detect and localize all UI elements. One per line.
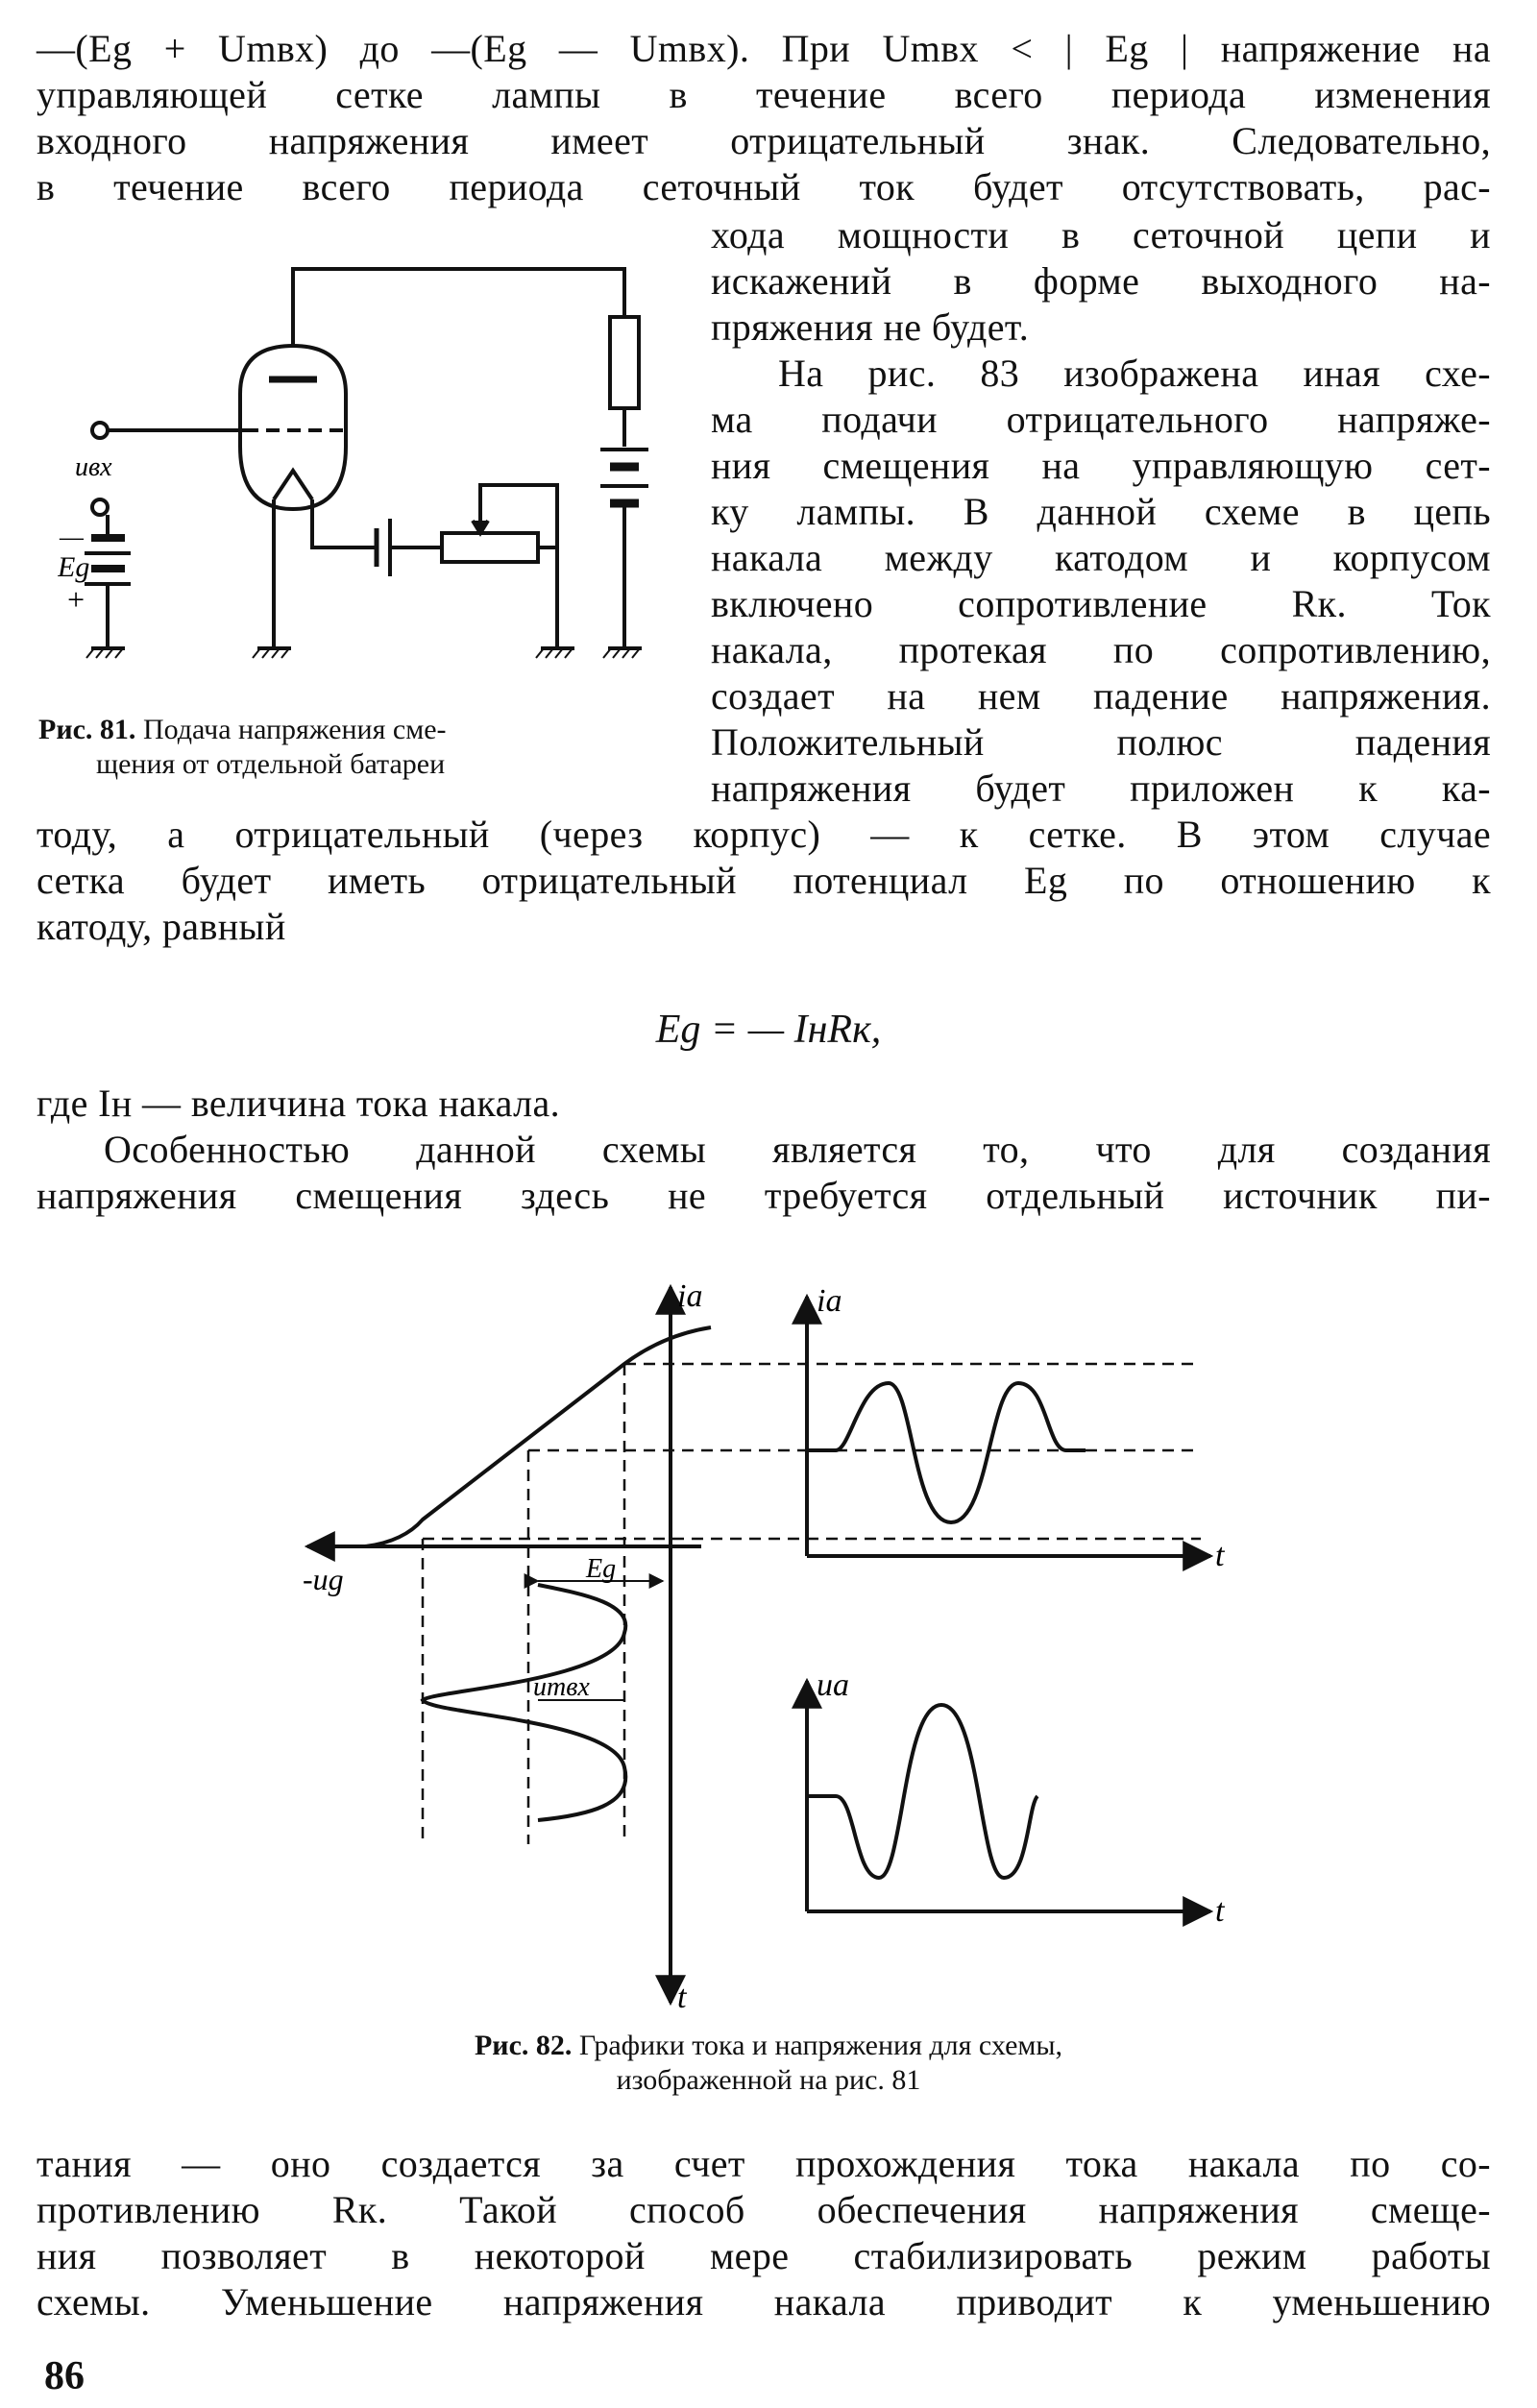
text-line: Положительный полюс падения (711, 720, 1491, 764)
text-line: Особенностью данной схемы является то, что для создания (104, 1128, 1491, 1171)
label-ia-right: ia (817, 1283, 842, 1319)
input-voltage-wave (423, 1585, 625, 1820)
figure-81-caption-number: Рис. 81. (38, 714, 136, 745)
text-line: накала между катодом и корпусом (711, 536, 1491, 579)
label-t-upper: t (1215, 1538, 1225, 1573)
figure-82-caption: Рис. 82. Графики тока и напряжения для схемы, изображенной на рис. 81 (474, 2030, 1063, 2096)
text-line: ния позволяет в некоторой мере стабилизировать режим работы (37, 2234, 1491, 2277)
text-line: сетка будет иметь отрицательный потенциал Eg по отношению к (37, 859, 1491, 902)
label-t-lower: t (1215, 1893, 1225, 1929)
rheostat (442, 533, 538, 562)
text-line: входного напряжения имеет отрицательный знак. Следовательно, (37, 119, 1491, 162)
text-line: тания — оно создается за счет прохождения тока накала по со- (37, 2142, 1491, 2185)
anode-wire (293, 269, 624, 346)
label-ia-main: ia (677, 1278, 703, 1314)
label-plus: + (65, 582, 86, 617)
text-line: пряжения не будет. (711, 305, 1030, 349)
text-line: хода мощности в сеточной цепи и (711, 213, 1491, 256)
label-eg: Eg (586, 1554, 617, 1584)
load-resistor (610, 317, 639, 408)
tube-characteristic-curve (365, 1327, 711, 1546)
figure-81-caption: Рис. 81. Подача напряжения сме- щения от отдельной батареи (38, 714, 447, 780)
page-number: 86 (44, 2354, 85, 2398)
text-line: напряжения смещения здесь не требуется отдельный источник пи- (37, 1174, 1491, 1217)
label-t-vertical: t (677, 1980, 687, 2015)
text-line: ку лампы. В данной схеме в цепь (711, 490, 1491, 533)
figure-82-caption-number: Рис. 82. (474, 2030, 573, 2061)
text-line: искажений в форме выходного на- (711, 259, 1491, 303)
label-minus: — (60, 523, 84, 552)
label-neg-ug: -ug (303, 1562, 344, 1596)
text-line: ния смещения на управляющую сет- (711, 444, 1491, 487)
text-line: управляющей сетке лампы в течение всего периода изменения (37, 73, 1491, 116)
label-ua: ua (817, 1667, 849, 1703)
text-line (37, 27, 1491, 71)
text-line: противлению Rк. Такой способ обеспечения напряжения смеще- (37, 2188, 1491, 2231)
figure-81-circuit-diagram (58, 240, 672, 692)
formula: Eg = — IнRк, (655, 1008, 882, 1052)
vacuum-tube-envelope (240, 346, 346, 509)
figure-82-graphs (288, 1268, 1249, 2017)
label-eg: Eg (58, 551, 90, 583)
anode-voltage-wave (807, 1705, 1037, 1878)
text-line: включено сопротивление Rк. Ток (711, 582, 1491, 625)
text-line-1: —(Eg + Umвх) до —(Eg — Umвх). При Umвх < | Eg | напряжение на (37, 27, 1491, 70)
anode-current-wave (807, 1383, 1086, 1522)
label-umvx: umвх (533, 1672, 590, 1702)
filament (274, 471, 312, 499)
text-line: ма подачи отрицательного напряже- (711, 398, 1491, 441)
text-line: схемы. Уменьшение напряжения накала приводит к уменьшению (37, 2280, 1491, 2323)
text-line: накала, протекая по сопротивлению, (711, 628, 1491, 671)
text-line: На рис. 83 изображена иная схе- (778, 352, 1491, 395)
text-line: в течение всего периода сеточный ток будет отсутствовать, рас- (37, 165, 1491, 208)
text-line: катоду, равный (37, 905, 286, 948)
label-uvx: uвх (75, 452, 112, 482)
text-line: напряжения будет приложен к ка- (711, 766, 1491, 810)
text-line: создает на нем падение напряжения. (711, 674, 1491, 718)
text-line: где Iн — величина тока накала. (37, 1082, 561, 1125)
text-line: тоду, а отрицательный (через корпус) — к сетке. В этом случае (37, 813, 1491, 856)
